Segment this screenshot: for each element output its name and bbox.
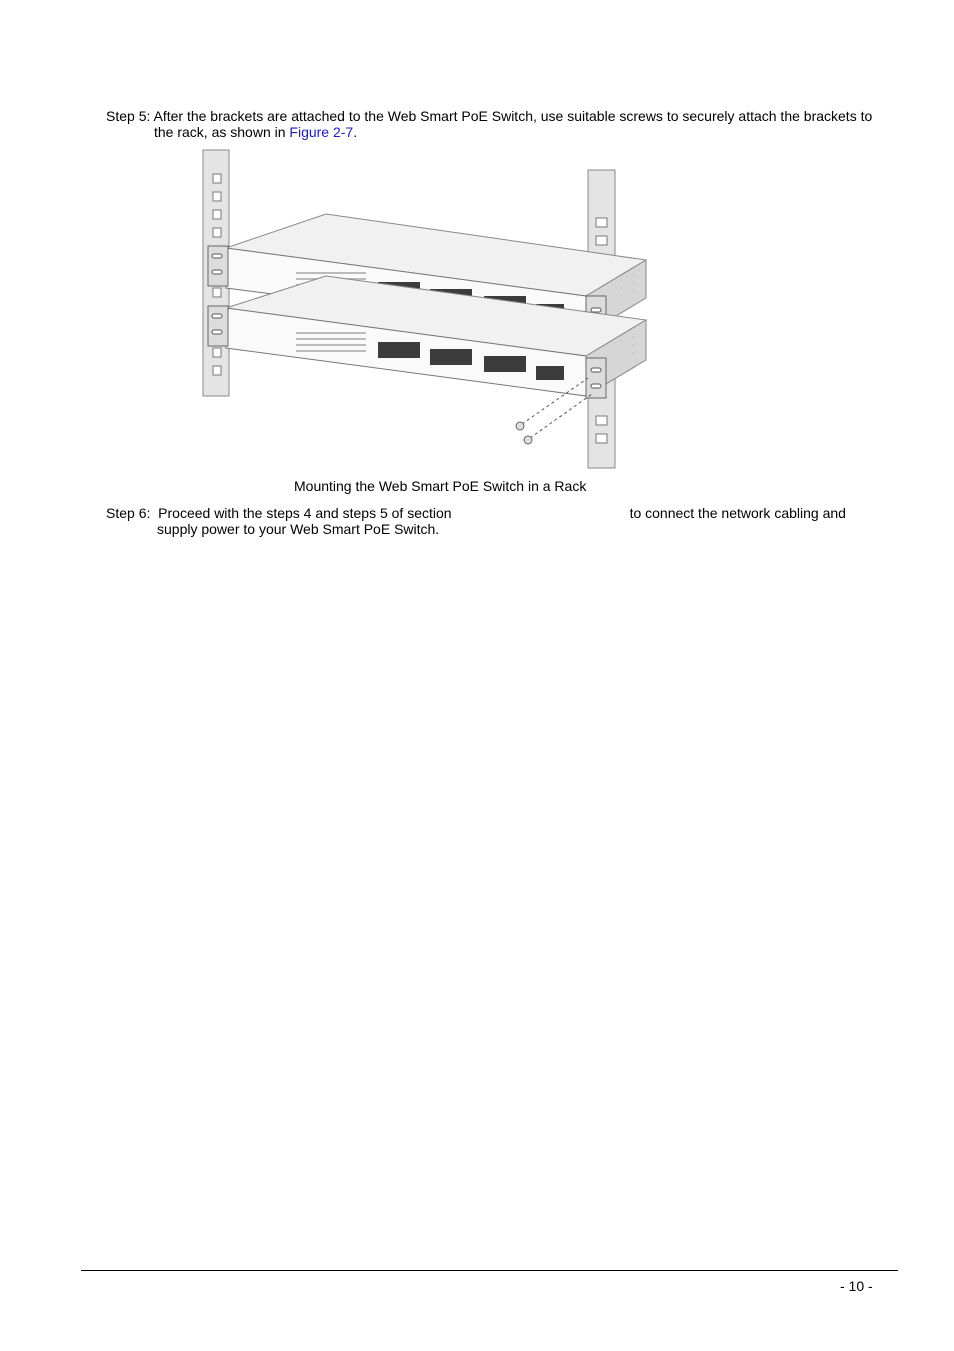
step-6-text-start: Proceed with the steps 4 and steps 5 of section: [158, 505, 452, 521]
rack-mount-figure: [200, 148, 648, 470]
step-5-label: Step 5:: [106, 108, 151, 124]
figure-2-7-link[interactable]: Figure 2-7: [289, 124, 354, 140]
step-5-paragraph: [106, 108, 872, 140]
step-6-label: Step 6:: [106, 505, 151, 521]
step-5-line-2: [106, 124, 872, 140]
page-number: - 10 -: [840, 1278, 873, 1294]
step-6-paragraph: [106, 505, 846, 537]
step-5-text-2: the rack, as shown in: [154, 124, 290, 140]
figure-caption: Mounting the Web Smart PoE Switch in a Rack: [294, 478, 587, 494]
footer-rule: [81, 1270, 898, 1271]
step-6-text-end: to connect the network cabling and: [629, 505, 846, 521]
rack-mount-illustration: [200, 148, 648, 470]
step-6-line-2: supply power to your Web Smart PoE Switch.: [157, 521, 440, 537]
step-5-period: .: [353, 124, 358, 140]
step-5-text: After the brackets are attached to the Web Smart PoE Switch, use suitable screws to securely attach the brackets to: [153, 108, 873, 124]
step-5-line-1: [106, 108, 872, 124]
step-6-line-1: [106, 505, 846, 521]
